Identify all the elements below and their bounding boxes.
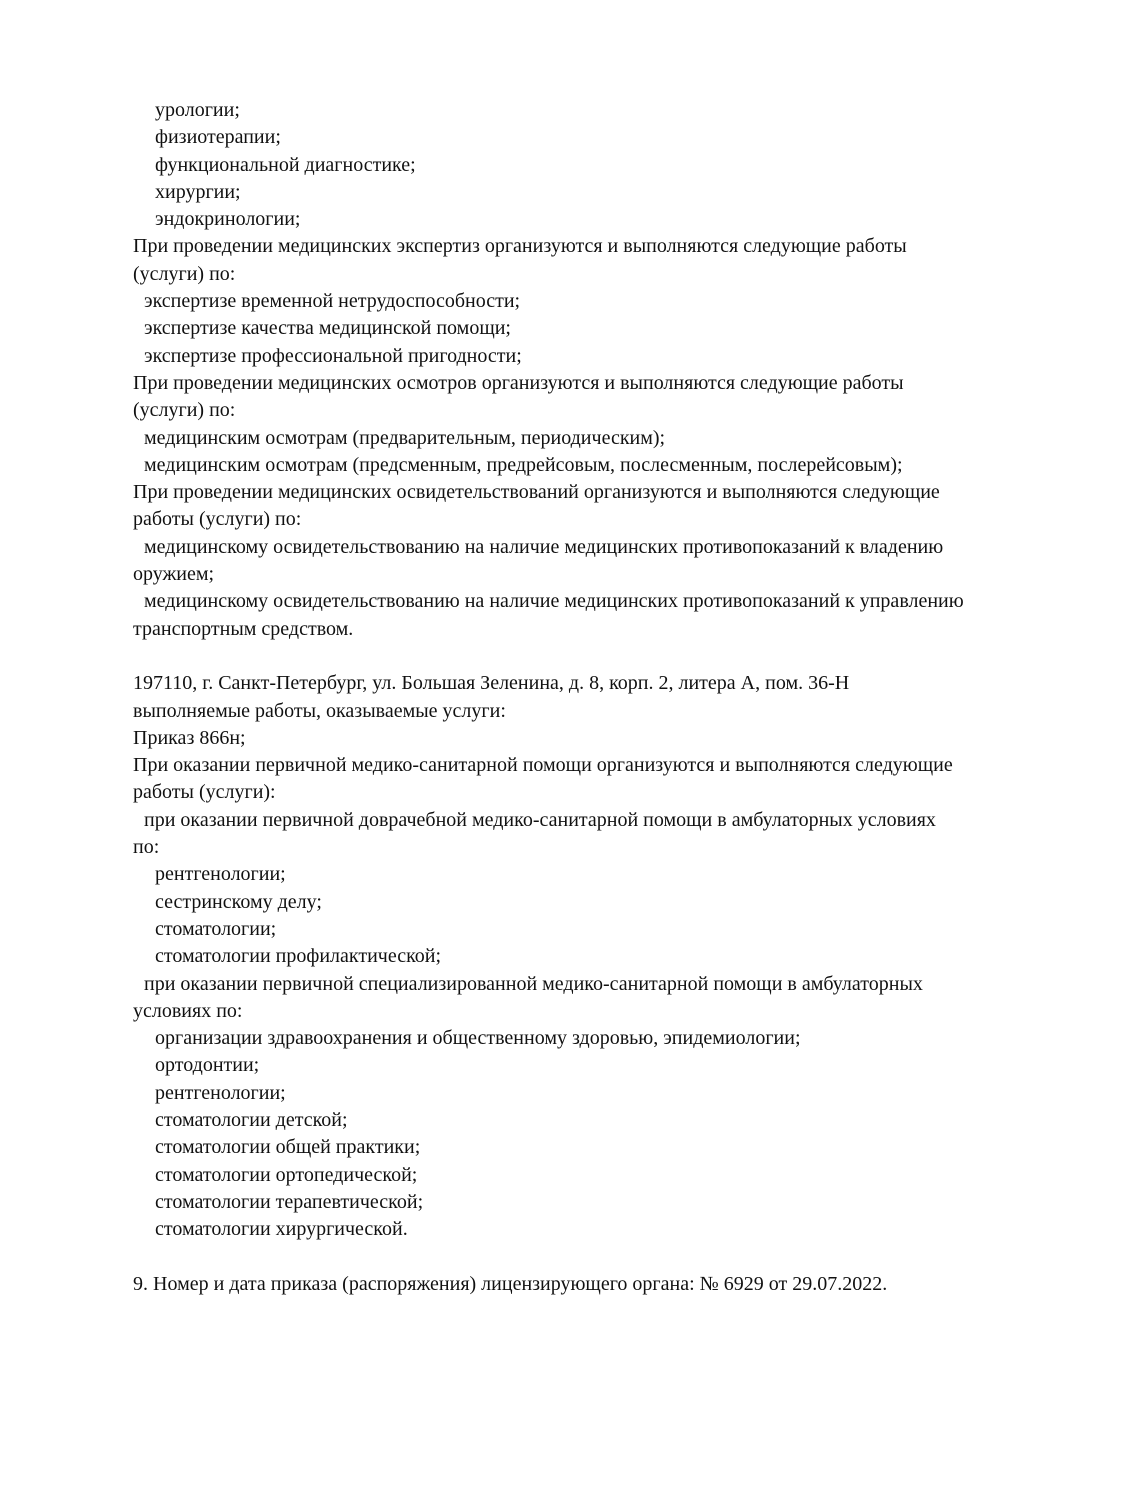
- list-item: стоматологии общей практики;: [155, 1136, 421, 1159]
- list-item-continuation: оружием;: [133, 563, 215, 586]
- order-info: 9. Номер и дата приказа (распоряжения) лицензирующего органа: № 6929 от 29.07.2022.: [133, 1272, 888, 1295]
- list-item: экспертизе профессиональной пригодности;: [144, 344, 522, 367]
- list-item: стоматологии детской;: [155, 1108, 348, 1131]
- subsection-heading: условиях по:: [133, 999, 243, 1022]
- spacer: [133, 643, 1083, 670]
- list-item: экспертизе временной нетрудоспособности;: [144, 290, 521, 313]
- section-heading: (услуги) по:: [133, 399, 236, 422]
- spacer: [133, 1243, 1083, 1270]
- list-item: эндокринологии;: [155, 208, 301, 231]
- subsection-heading: при оказании первичной специализированной медико-санитарной помощи в амбулаторных: [144, 972, 923, 995]
- specialty-list: [133, 97, 1083, 233]
- section-heading: При проведении медицинских освидетельствований организуются и выполняются следующие: [133, 481, 940, 504]
- list-item: сестринскому делу;: [155, 890, 322, 913]
- section-heading: При проведении медицинских экспертиз организуются и выполняются следующие работы: [133, 235, 907, 258]
- list-item: стоматологии;: [155, 917, 277, 940]
- list-item: ортодонтии;: [155, 1054, 260, 1077]
- list-item: рентгенологии;: [155, 863, 286, 886]
- list-item: рентгенологии;: [155, 1081, 286, 1104]
- list-item: стоматологии ортопедической;: [155, 1163, 418, 1186]
- list-item: физиотерапии;: [155, 126, 281, 149]
- section-heading: работы (услуги):: [133, 781, 276, 804]
- section-heading: (услуги) по:: [133, 262, 236, 285]
- list-item: медицинским осмотрам (предварительным, периодическим);: [144, 426, 666, 449]
- expertise-section: [133, 233, 1083, 369]
- list-item: стоматологии терапевтической;: [155, 1190, 424, 1213]
- list-item: организации здравоохранения и общественному здоровью, эпидемиологии;: [155, 1027, 801, 1050]
- subsection-heading: по:: [133, 836, 160, 859]
- list-item: медицинскому освидетельствованию на наличие медицинских противопоказаний к управлению: [144, 590, 964, 613]
- document-page: [133, 97, 1083, 1298]
- list-item: стоматологии хирургической.: [155, 1218, 408, 1241]
- certifications-section: [133, 479, 1083, 643]
- section-heading: При проведении медицинских осмотров организуются и выполняются следующие работы: [133, 371, 904, 394]
- list-item: функциональной диагностике;: [155, 153, 416, 176]
- list-item: стоматологии профилактической;: [155, 945, 442, 968]
- list-item-continuation: транспортным средством.: [133, 617, 354, 640]
- section-heading: При оказании первичной медико-санитарной помощи организуются и выполняются следующие: [133, 754, 953, 777]
- subsection-heading: при оказании первичной доврачебной медико-санитарной помощи в амбулаторных условиях: [144, 808, 936, 831]
- list-item: медицинскому освидетельствованию на наличие медицинских противопоказаний к владению: [144, 535, 944, 558]
- list-item: медицинским осмотрам (предсменным, предрейсовым, послесменным, послерейсовым);: [144, 453, 903, 476]
- list-item: хирургии;: [155, 180, 241, 203]
- address-section: [133, 670, 1083, 1243]
- works-label: выполняемые работы, оказываемые услуги:: [133, 699, 506, 722]
- section-heading: работы (услуги) по:: [133, 508, 302, 531]
- list-item: экспертизе качества медицинской помощи;: [144, 317, 511, 340]
- order-reference: Приказ 866н;: [133, 726, 246, 749]
- address-text: 197110, г. Санкт-Петербург, ул. Большая Зеленина, д. 8, корп. 2, литера А, пом. 36-Н: [133, 672, 850, 695]
- list-item: урологии;: [155, 99, 240, 121]
- examinations-section: [133, 370, 1083, 479]
